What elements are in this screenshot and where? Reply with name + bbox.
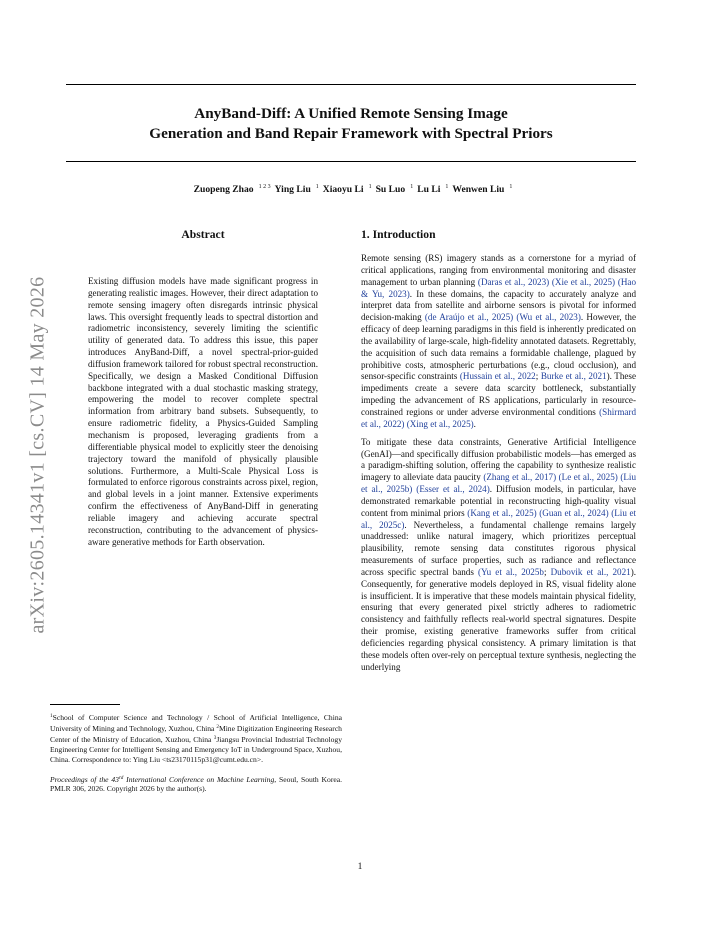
intro-paragraph-2 [361, 437, 636, 674]
citation-link[interactable]: (Xie et al., 2025) [551, 276, 616, 287]
citation-link[interactable]: (Kang et al., 2025) [467, 507, 537, 518]
citation-link[interactable]: Burke et al., 2021 [540, 371, 607, 382]
introduction-heading: 1. Introduction [361, 228, 436, 241]
citation-link[interactable]: (Daras et al., 2023) [477, 276, 550, 287]
citation-link[interactable]: (Liu et al., 2025b) [361, 472, 636, 495]
citation-link[interactable]: (Hussain et al., 2022 [459, 371, 536, 382]
citation-link[interactable]: (Esser et al., 2024) [416, 484, 490, 495]
author-list [66, 184, 636, 195]
citation-link[interactable]: (Le et al., 2025) [558, 472, 618, 483]
author-affiliation-mark: 1 2 3 [258, 184, 271, 190]
citation-link[interactable]: (Hao & Yu, 2023) [361, 276, 636, 299]
citation-link[interactable]: (Shirmard et al., 2022) [361, 406, 636, 429]
page-number: 1 [357, 862, 363, 872]
citation-link[interactable]: (Zhang et al., 2017) [483, 472, 557, 483]
author [413, 184, 448, 195]
body-text: ; [543, 566, 551, 577]
body-text: . Diffusion models, in particular, have demonstrated remarkable potential in reconstructing high-quality visual content from minimal priors [361, 484, 637, 518]
body-text: . [473, 418, 476, 429]
citation-link[interactable]: (Guan et al., 2024) [539, 507, 609, 518]
citation-link[interactable]: (Yu et al., 2025b [478, 566, 544, 577]
author [190, 184, 271, 195]
citation-link[interactable]: Dubovik et al., 2021 [550, 566, 631, 577]
abstract-heading: Abstract [181, 228, 225, 241]
author-name: Xiaoyu Li [322, 184, 364, 195]
footnotes [50, 712, 342, 794]
citation-link[interactable]: (Xing et al., 2025) [406, 418, 474, 429]
intro-paragraph-1 [361, 253, 636, 431]
author-name: Su Luo [375, 184, 406, 195]
title-line-1: AnyBand-Diff: A Unified Remote Sensing Image [194, 105, 508, 122]
body-text: . Nevertheless, a fundamental challenge remains largely unaddressed: unlike natural imagery, which prioritizes perceptual plausibility, remote sensing data constitutes rigorous physical measurements of surface properties, such as radiance and reflectance across specific spectral bands [361, 519, 636, 577]
proceedings-footnote: Proceedings of the 43rd International Conference on Machine Learning, Seoul, South Korea. PMLR 306, 2026. Copyright 2026 by the author(s). [50, 774, 342, 794]
abstract-text: Existing diffusion models have made significant progress in generating realistic images. However, their direct adaptation to remote sensing imagery often disregards intrinsic physical laws. This oversight frequently leads to spectral distortion and radiometric inconsistency, severely limiting the scientific utility of generated data. To address this issue, this paper introduces AnyBand-Diff, a novel spectral-prior-guided diffusion framework tailored for robust spectral reconstruction. Specifically, we design a Masked Conditional Diffusion backbone integrated with a dual stochastic masking strategy, empowering the model to recover complete spectral information from arbitrary band subsets. Subsequently, to ensure radiometric fidelity, a Physics-Guided Sampling mechanism is proposed, leveraging gradients from a differentiable physical model to explicitly steer the denoising trajectory toward the manifold of physically plausible solutions. Furthermore, a Multi-Scale Physical Loss is formulated to enforce rigorous constraints across pixel, region, and global levels in a joint manner. Extensive experiments confirm the effectiveness of AnyBand-Diff in generating reliable imagery and achieving accurate spectral reconstruction, contributing to the advancement of physics-aware generative methods for Earth observation. [88, 276, 318, 547]
body-text: . However, the efficacy of deep learning paradigms in this field is inherently predicated on the availability of large-scale, high-fidelity annotated datasets. Regrettably, the acquisition of such data remains a formidable challenge, plagued by prohibitive costs, atmospheric perturbations (e.g., cloud occlusion), and sensor-specific constraints [361, 312, 637, 382]
citation-link[interactable]: (Liu et al., 2025c) [361, 507, 637, 530]
body-text: ). These impediments create a severe data scarcity bottleneck, substantially impeding the advancement of RS applications, particularly in resource-constrained regions or under adverse environmental conditions [361, 371, 637, 417]
footnote-rule [50, 704, 120, 705]
author-affiliation-mark: 1 [315, 184, 319, 190]
introduction-body [361, 253, 636, 674]
title-rule-bottom [66, 161, 636, 162]
author-affiliation-mark: 1 [445, 184, 449, 190]
author-name: Wenwen Liu [452, 184, 505, 195]
author-name: Lu Li [417, 184, 441, 195]
body-text: ; [535, 371, 541, 382]
author-affiliation-mark: 1 [410, 184, 414, 190]
citation-link[interactable]: (de Araújo et al., 2025) [424, 312, 514, 323]
author-name: Ying Liu [274, 184, 311, 195]
body-text: Remote sensing (RS) imagery stands as a cornerstone for a myriad of critical applications, ranging from environmental monitoring and disaster management to urban planning [361, 253, 636, 287]
author [319, 184, 372, 195]
title-line-2: Generation and Band Repair Framework with Spectral Priors [149, 125, 553, 142]
body-text: ). Consequently, for generative models deployed in RS, visual fidelity alone is insufficient. It is imperative that these models maintain physical fidelity, ensuring that every generated pixel strictly adheres to radiometric consistency and faithfully reflects real-world spectral signatures. Despite their promise, existing generative frameworks suffer from critical deficiencies regarding physical consistency. A primary limitation is that these models often over-rely on perceptual texture synthesis, neglecting the underlying [361, 566, 636, 672]
author-affiliation-mark: 1 [368, 184, 372, 190]
author-name: Zuopeng Zhao [193, 184, 254, 195]
citation-link[interactable]: (Wu et al., 2023) [516, 312, 581, 323]
body-text: . In these domains, the capacity to accurately analyze and interpret data from satellite and airborne sensors is pivotal for informed decision-making [361, 288, 636, 323]
body-text: To mitigate these data constraints, Generative Artificial Intelligence (GenAI)—and specifically diffusion probabilistic models—has emerged as a paradigm-shifting solution, offering the capability to synthesize realistic imagery to alleviate data paucity [361, 436, 636, 483]
arxiv-stamp: arXiv:2605.14341v1 [cs.CV] 14 May 2026 [26, 276, 49, 634]
author [271, 184, 319, 195]
paper-title [66, 104, 636, 144]
author [372, 184, 414, 195]
title-rule-top [66, 84, 636, 85]
author [448, 184, 512, 195]
author-affiliation-mark: 1 [509, 184, 513, 190]
affiliations-footnote: $^1$School of Computer Science and Technology / School of Artificial Intelligence, China University of Mining and Technology, Xuzhou, China $^2$Mine Digitization Engineering Research Center of the Ministry of Education, Xuzhou, China $^3$Jiangsu Provincial Industrial Technology Engineering Center for Intelligent Sensing and Emergency IoT in Underground Space, Xuzhou, China. Correspondence to: Ying Liu <ts23170115p31@cumt.edu.cn>. [50, 713, 342, 764]
